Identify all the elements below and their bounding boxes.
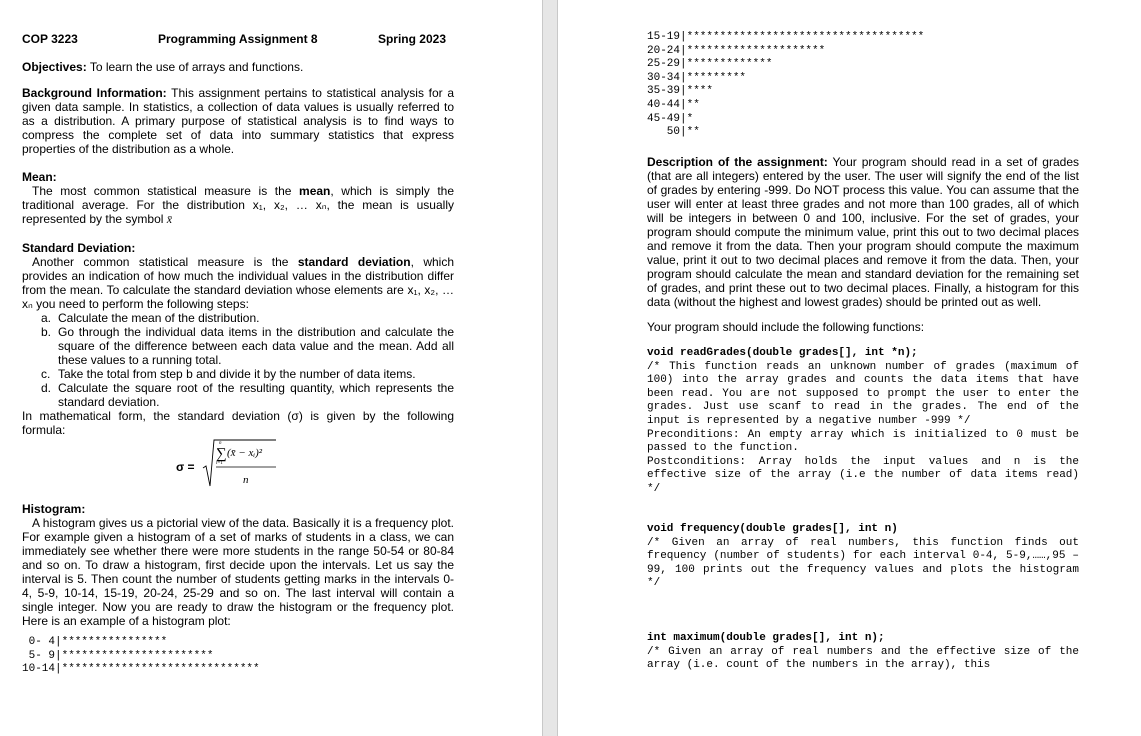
objectives-text: To learn the use of arrays and functions. [86, 60, 304, 74]
mean-symbol: x̄ [166, 212, 173, 226]
function-signature: int maximum(double grades[], int n); [647, 632, 885, 644]
std-bold-phrase: standard deviation [297, 255, 411, 269]
formula-sum-sign: ∑ [216, 446, 227, 462]
function-signature: void readGrades(double grades[], int *n); [647, 347, 918, 359]
step-marker: c. [41, 367, 51, 381]
formula-upper-limit: n [219, 441, 222, 446]
mean-heading-text: Mean: [22, 170, 57, 184]
std-section [22, 241, 454, 437]
histogram-line: 10-14|****************************** [22, 663, 260, 676]
histogram-paragraph: A histogram gives us a pictorial view of the data. Basically it is a frequency plot. For example given a histogram of a set of marks of students in a class, we can immediately see whether there were more students in the range 50-54 or 80-84 and so on. To draw a histogram, first decide upon the intervals. Let us say the interval is 5. Then count the number of students getting marks in the intervals 0-4, 5-9, 10-14, 15-19, 20-24, 25-29 and so on. The last interval will contain a single integer. Now you are ready to draw the histogram or the frequency plot. Here is an example of a histogram plot: [22, 516, 454, 628]
step-marker: a. [41, 311, 52, 325]
function-postconditions: Postconditions: Array holds the input values and n is the effective size of the array (i.e the number of data items read) */ [647, 455, 1079, 495]
formula-lower-limit: i=1 [216, 461, 223, 466]
function-comment: /* Given an array of real numbers, this function finds out frequency (number of students) for each interval 0-4, 5-9,……,95 – 99, 100 prints out the frequency values and plots the histogram */ [647, 536, 1079, 590]
histogram-line: 40-44|** [647, 98, 700, 111]
list-item [22, 367, 454, 381]
formula-intro: In mathematical form, the standard deviation (σ) is given by the following formula: [22, 409, 454, 437]
histogram-line: 0- 4|**************** [22, 636, 168, 648]
function-block-maximum [647, 632, 1079, 673]
assignment-description [647, 155, 1079, 309]
histogram-example-plot [22, 636, 260, 677]
function-comment: /* This function reads an unknown number of grades (maximum of 100) into the array grades and counts the data items that have been read. You are not supposed to prompt the user to enter the grades. Just use scanf to read in the grades. The end of the input is represented by a negative number -999 */ [647, 360, 1079, 427]
histogram-line: 45-49|* [647, 112, 694, 125]
formula-sigma: σ = [176, 460, 195, 474]
background-label: Background Information: [22, 86, 167, 100]
step-marker: b. [41, 325, 52, 339]
document-page-left [0, 0, 542, 736]
std-heading-text: Standard Deviation: [22, 241, 136, 255]
mean-paragraph [22, 184, 454, 226]
histogram-heading-text: Histogram: [22, 502, 86, 516]
background-text: This assignment pertains to statistical analysis for a given data sample. In statistics, a collection of data values is usually referred to as a distribution. A primary purpose of statistical analysis is to find ways to compress the complete set of data into summary statistics that express properties of the distribution as a whole. [22, 86, 454, 156]
function-preconditions: Preconditions: An empty array which is initialized to 0 must be passed to the function. [647, 428, 1079, 455]
list-item [22, 325, 454, 367]
objectives-paragraph [22, 60, 454, 74]
histogram-heading [22, 502, 454, 516]
function-signature: void frequency(double grades[], int n) [647, 523, 898, 535]
objectives-label: Objectives: [22, 60, 87, 74]
document-page-right [558, 0, 1141, 736]
histogram-line: 35-39|**** [647, 85, 714, 98]
histogram-line: 20-24|********************* [647, 44, 826, 57]
description-label: Description of the assignment: [647, 155, 828, 169]
std-steps-list [22, 311, 454, 409]
assignment-title: Programming Assignment 8 [158, 32, 318, 46]
mean-text-after: , which is simply the traditional average. For the distribution x₁, x₂, … xₙ, the mean is usually represented by the symbol [22, 184, 455, 226]
function-comment: /* Given an array of real numbers and the effective size of the array (i.e. count of the numbers in the array), this [647, 645, 1079, 672]
std-text-before: Another common statistical measure is the [32, 255, 298, 269]
list-item [22, 311, 454, 325]
function-block-read-grades [647, 347, 1079, 497]
histogram-section [22, 502, 454, 628]
background-paragraph [22, 86, 454, 156]
semester: Spring 2023 [377, 32, 446, 46]
mean-bold-word: mean [299, 184, 331, 198]
formula-term: (x̄ − xᵢ)² [227, 447, 263, 459]
histogram-line: 30-34|********* [647, 71, 747, 84]
std-text-after: , which provides an indication of how much the individual values in the distribution differ from the mean. To calculate the standard deviation whose elements are x₁, x₂, … xₙ you need to perform the following steps: [22, 255, 455, 311]
histogram-line: 15-19|************************************ [647, 31, 925, 43]
function-block-frequency [647, 523, 1079, 591]
mean-section [22, 170, 454, 226]
course-code: COP 3223 [22, 32, 78, 46]
step-text: Calculate the square root of the resulting quantity, which represents the standard deviation. [58, 381, 454, 409]
std-deviation-formula [176, 438, 286, 490]
step-marker: d. [41, 381, 52, 395]
list-item [22, 381, 454, 409]
step-text: Go through the individual data items in the distribution and calculate the square of the difference between each data value and the mean. Add all these values to a running total. [58, 325, 454, 367]
page-header [22, 32, 446, 46]
std-paragraph [22, 255, 454, 311]
mean-heading [22, 170, 454, 184]
page-gutter [542, 0, 558, 736]
step-text: Calculate the mean of the distribution. [58, 311, 260, 325]
step-text: Take the total from step b and divide it by the number of data items. [58, 367, 416, 381]
formula-denominator: n [243, 474, 249, 486]
mean-text-before: The most common statistical measure is the [32, 184, 300, 198]
functions-intro: Your program should include the following functions: [647, 320, 925, 334]
std-heading [22, 241, 454, 255]
histogram-line: 5- 9|*********************** [22, 649, 214, 662]
histogram-line: 50|** [647, 126, 700, 139]
histogram-line: 25-29|************* [647, 58, 773, 71]
histogram-plot-continued [647, 31, 924, 140]
description-text: Your program should read in a set of grades (that are all integers) entered by the user. The user will signify the end of the list of grades by entering -999. Do NOT process this value. You can assume that the user will enter at least three grades and not more than 100 grades, all of which will be integers in between 0 and 100, inclusive. For the set of grades, your program should compute the minimum value, print this out to two decimal places and remove it from the data. Then your program should compute the maximum value, print it out to two decimal places and remove it from the data. Then, your program should calculate the mean and standard deviation for the remaining set of grades, and print these out to two decimal places. Finally, a histogram for this data (without the highest and lowest grades) should be printed out as well. [647, 155, 1079, 309]
